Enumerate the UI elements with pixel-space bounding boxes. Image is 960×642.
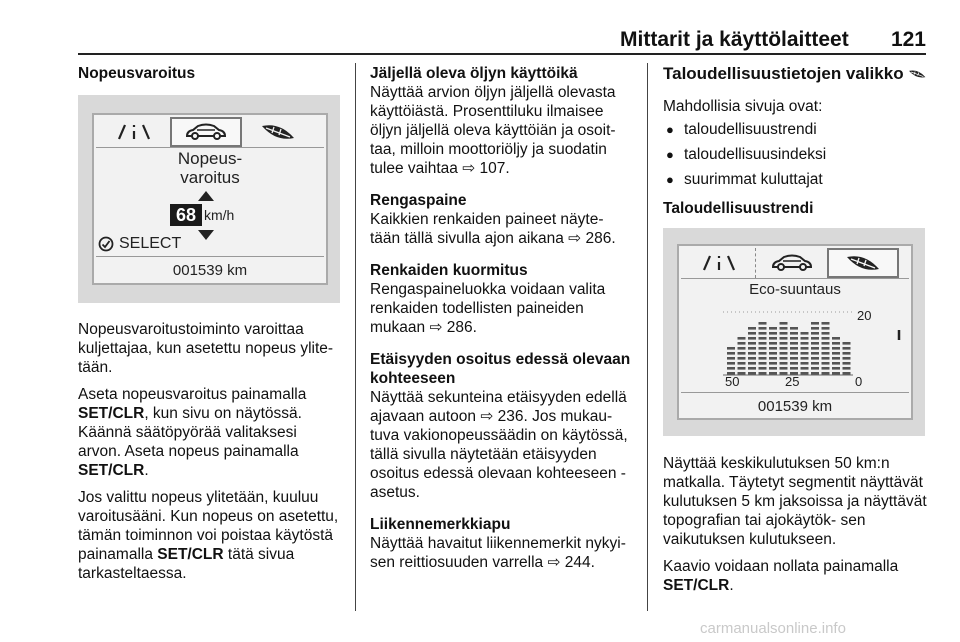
bar-segment [769,367,777,370]
button-ref: SET/CLR [663,577,730,594]
speed-value: 68 [170,204,202,226]
section-heading [663,64,927,84]
bar-segment [822,337,830,340]
trip-tab-icon [98,117,170,147]
bar-segment [738,352,746,355]
column-divider [647,63,648,611]
list-item: ● suurimmat kuluttajat [663,170,927,189]
bar-segment [738,362,746,365]
list-item: ● taloudellisuusindeksi [663,145,927,164]
bar-segment [801,357,809,360]
x-axis-label: 0 [855,374,863,389]
bar-segment [790,342,798,345]
bar-segment [780,332,788,335]
bar-segment [780,357,788,360]
bar-segment [769,342,777,345]
bar-segment [727,352,735,355]
text-run: . [729,577,734,594]
odometer-reading: 001539 km [172,262,248,279]
bar-segment [832,347,840,350]
bar-segment [801,337,809,340]
odometer-reading: 001539 km [757,398,833,415]
bar-segment [759,327,767,330]
bar-segment [822,342,830,345]
page-number: 121 [890,28,926,51]
bar-segment [801,347,809,350]
bar-segment [811,367,819,370]
car-tab-icon [755,248,827,278]
bar-segment [832,367,840,370]
bar-segment [811,357,819,360]
bar-segment [822,357,830,360]
section-heading: Jäljellä oleva öljyn käyttöikä [370,65,578,82]
bar-segment [843,362,851,365]
paragraph [663,557,927,595]
odometer-divider [681,392,909,393]
bar-segment [769,362,777,365]
bar-segment [843,352,851,355]
bar-segment [759,322,767,325]
bar-segment [759,372,767,375]
column-divider [355,63,356,611]
section-heading: Liikennemerkkiapu [370,516,511,533]
bar-segment [832,342,840,345]
bar-segment [790,337,798,340]
y-axis-label: 20 [857,308,872,323]
bar-segment [811,337,819,340]
display-title-line1: Nopeus- [177,149,243,168]
section-heading: Rengaspaine [370,192,467,209]
speed-unit: km/h [204,207,235,223]
page-list [663,120,927,189]
bar-segment [769,357,777,360]
text-run: tätä sivua tarkasteltaessa. [78,546,295,582]
bar-segment [811,352,819,355]
bar-segment [748,337,756,340]
speed-warning-figure [78,95,340,303]
column-3 [663,64,927,226]
column-2 [370,64,634,580]
bar-segment [759,352,767,355]
display-tabs [98,117,314,147]
paragraph [78,488,340,583]
bar-segment [780,327,788,330]
paragraph: Näyttää sekunteina etäisyyden edellä ajavaan autoon ⇨ 236. Jos mukau- tuva vakionopeussäädin on käytössä, tällä sivulla näytetään etäisyyden osoitus edessä olevaan kohteeseen - asetus. [370,389,628,501]
bar-segment [822,367,830,370]
bar-segment [790,362,798,365]
tab-underline [681,278,909,279]
bar-segment [811,332,819,335]
bar-segment [790,347,798,350]
bar-segment [822,327,830,330]
x-axis-label: 25 [785,374,800,389]
bar-segment [738,342,746,345]
heading-text: Taloudellisuustietojen valikko [663,64,904,83]
select-hint [98,235,181,253]
bar-segment [769,352,777,355]
text-run: , kun sivu on näytössä. Käännä säätöpyörää valitaksesi arvon. Aseta nopeus painamalla [78,405,302,460]
button-ref: SET/CLR [78,462,145,479]
section-heading: Etäisyyden osoitus edessä olevaan kohteeseen [370,351,631,387]
column-3-body [663,454,927,603]
bar-segment [769,347,777,350]
bar-segment [780,322,788,325]
paragraph: Rengaspaineluokka voidaan valita renkaiden todellisten paineiden mukaan ⇨ 286. [370,281,606,336]
bar-segment [738,337,746,340]
column-1 [78,64,340,91]
text-run: Kaavio voidaan nollata painamalla [663,558,899,575]
bar-segment [727,367,735,370]
bar-segment [748,327,756,330]
bar-segment [822,322,830,325]
display-screen [677,244,913,420]
bar-segment [822,347,830,350]
bar-segment [843,372,851,375]
bar-segment [811,342,819,345]
check-circle-icon [98,236,114,252]
button-ref: SET/CLR [78,405,145,422]
bar-segment [769,327,777,330]
select-label: SELECT [119,235,182,252]
bar-segment [832,352,840,355]
bar-segment [738,347,746,350]
paragraph: Mahdollisia sivuja ovat: [663,98,823,115]
bar-segment [748,352,756,355]
bar-segment [759,332,767,335]
bar-segment [822,332,830,335]
bar-segment [769,372,777,375]
down-arrow-icon [198,230,214,240]
bar-segment [748,367,756,370]
bar-segment [843,347,851,350]
bar-segment [811,327,819,330]
bar-segment [727,357,735,360]
section-heading: Taloudellisuustrendi [663,200,814,217]
eco-leaf-tab-icon [827,248,899,278]
text-run: Aseta nopeusvaroitus painamalla [78,386,307,403]
bar-segment [748,362,756,365]
bar-segment [790,367,798,370]
bar-segment [801,342,809,345]
bar-segment [748,357,756,360]
display-title-line2: varoitus [180,168,240,187]
eco-leaf-icon [907,67,927,81]
x-axis-label: 50 [725,374,740,389]
text-run: Jos valittu nopeus ylitetään, kuuluu varoitusääni. Kun nopeus on asetettu, tämän toiminnon voi poistaa käytöstä painamalla [78,489,339,563]
bar-segment [759,362,767,365]
bar-segment [790,352,798,355]
display-tabs [683,248,899,278]
bar-segment [759,342,767,345]
display-title [94,149,326,187]
bar-segment [843,357,851,360]
bar-segment [759,357,767,360]
bar-segment [832,372,840,375]
bar-segment [780,367,788,370]
eco-leaf-tab-icon [242,117,314,147]
paragraph: Näyttää arvion öljyn jäljellä olevasta käyttöiästä. Prosenttiluku ilmaisee öljyn jäljellä oleva käyttöiän ja osoit- taa, milloin moottoriöljy ja suodatin tulee vaihtaa ⇨ 107. [370,84,616,177]
list-item: ● taloudellisuustrendi [663,120,927,139]
bar-segment [738,367,746,370]
bar-segment [780,352,788,355]
page-header-title: Mittarit ja käyttölaitteet [620,28,849,51]
bar-segment [727,347,735,350]
display-title: Eco-suuntaus [749,281,841,298]
bar-segment [801,372,809,375]
header-rule [78,53,926,55]
bar-segment [780,337,788,340]
bar-segment [759,337,767,340]
column-1-body [78,320,340,591]
odometer-divider [96,256,324,257]
paragraph: Kaikkien renkaiden paineet näyte- tään tällä sivulla ajon aikana ⇨ 286. [370,211,616,247]
bar-segment [748,342,756,345]
bar-segment [822,372,830,375]
bar-segment [822,352,830,355]
bar-segment [759,347,767,350]
bar-segment [801,367,809,370]
eco-trend-figure [663,228,925,436]
bar-segment [759,367,767,370]
paragraph: Nopeusvaroitustoiminto varoittaa kuljettajaa, kun asetettu nopeus ylite- tään. [78,321,334,376]
bar-segment [811,362,819,365]
bar-segment [748,347,756,350]
section-heading: Renkaiden kuormitus [370,262,528,279]
bar-segment [843,342,851,345]
paragraph: Näyttää havaitut liikennemerkit nykyi- sen reittiosuuden varrella ⇨ 244. [370,535,626,571]
watermark: carmanualsonline.info [700,620,846,637]
bar-segment [811,347,819,350]
section-heading: Nopeusvaroitus [78,65,196,82]
bar-segment [790,327,798,330]
bar-segment [790,357,798,360]
paragraph: Näyttää keskikulutuksen 50 km:n matkalla. Täytetyt segmentit näyttävät kulutuksen 5 km jaksoissa ja näyttävät topografian tai ajokäytök- sen vaikutuksen kulutukseen. [663,455,927,548]
display-screen [92,113,328,285]
bar-segment [822,362,830,365]
bar-segment [738,357,746,360]
button-ref: SET/CLR [157,546,224,563]
bar-segment [748,332,756,335]
bar-segment [811,372,819,375]
bar-segment [832,362,840,365]
bar-segment [769,337,777,340]
car-tab-icon [170,117,242,147]
bar-segment [801,362,809,365]
bar-segment [801,332,809,335]
text-run: . [144,462,149,479]
bar-segment [780,347,788,350]
bar-segment [780,342,788,345]
up-arrow-icon [198,191,214,201]
trip-tab-icon [683,248,755,278]
bar-segment [780,362,788,365]
bar-segment [769,332,777,335]
bar-segment [801,352,809,355]
bar-segment [832,337,840,340]
bar-segment [790,332,798,335]
bar-segment [832,357,840,360]
paragraph [78,385,340,480]
bar-segment [843,367,851,370]
bar-segment [811,322,819,325]
bar-segment [727,362,735,365]
tab-underline [96,147,324,148]
bar-segment [748,372,756,375]
